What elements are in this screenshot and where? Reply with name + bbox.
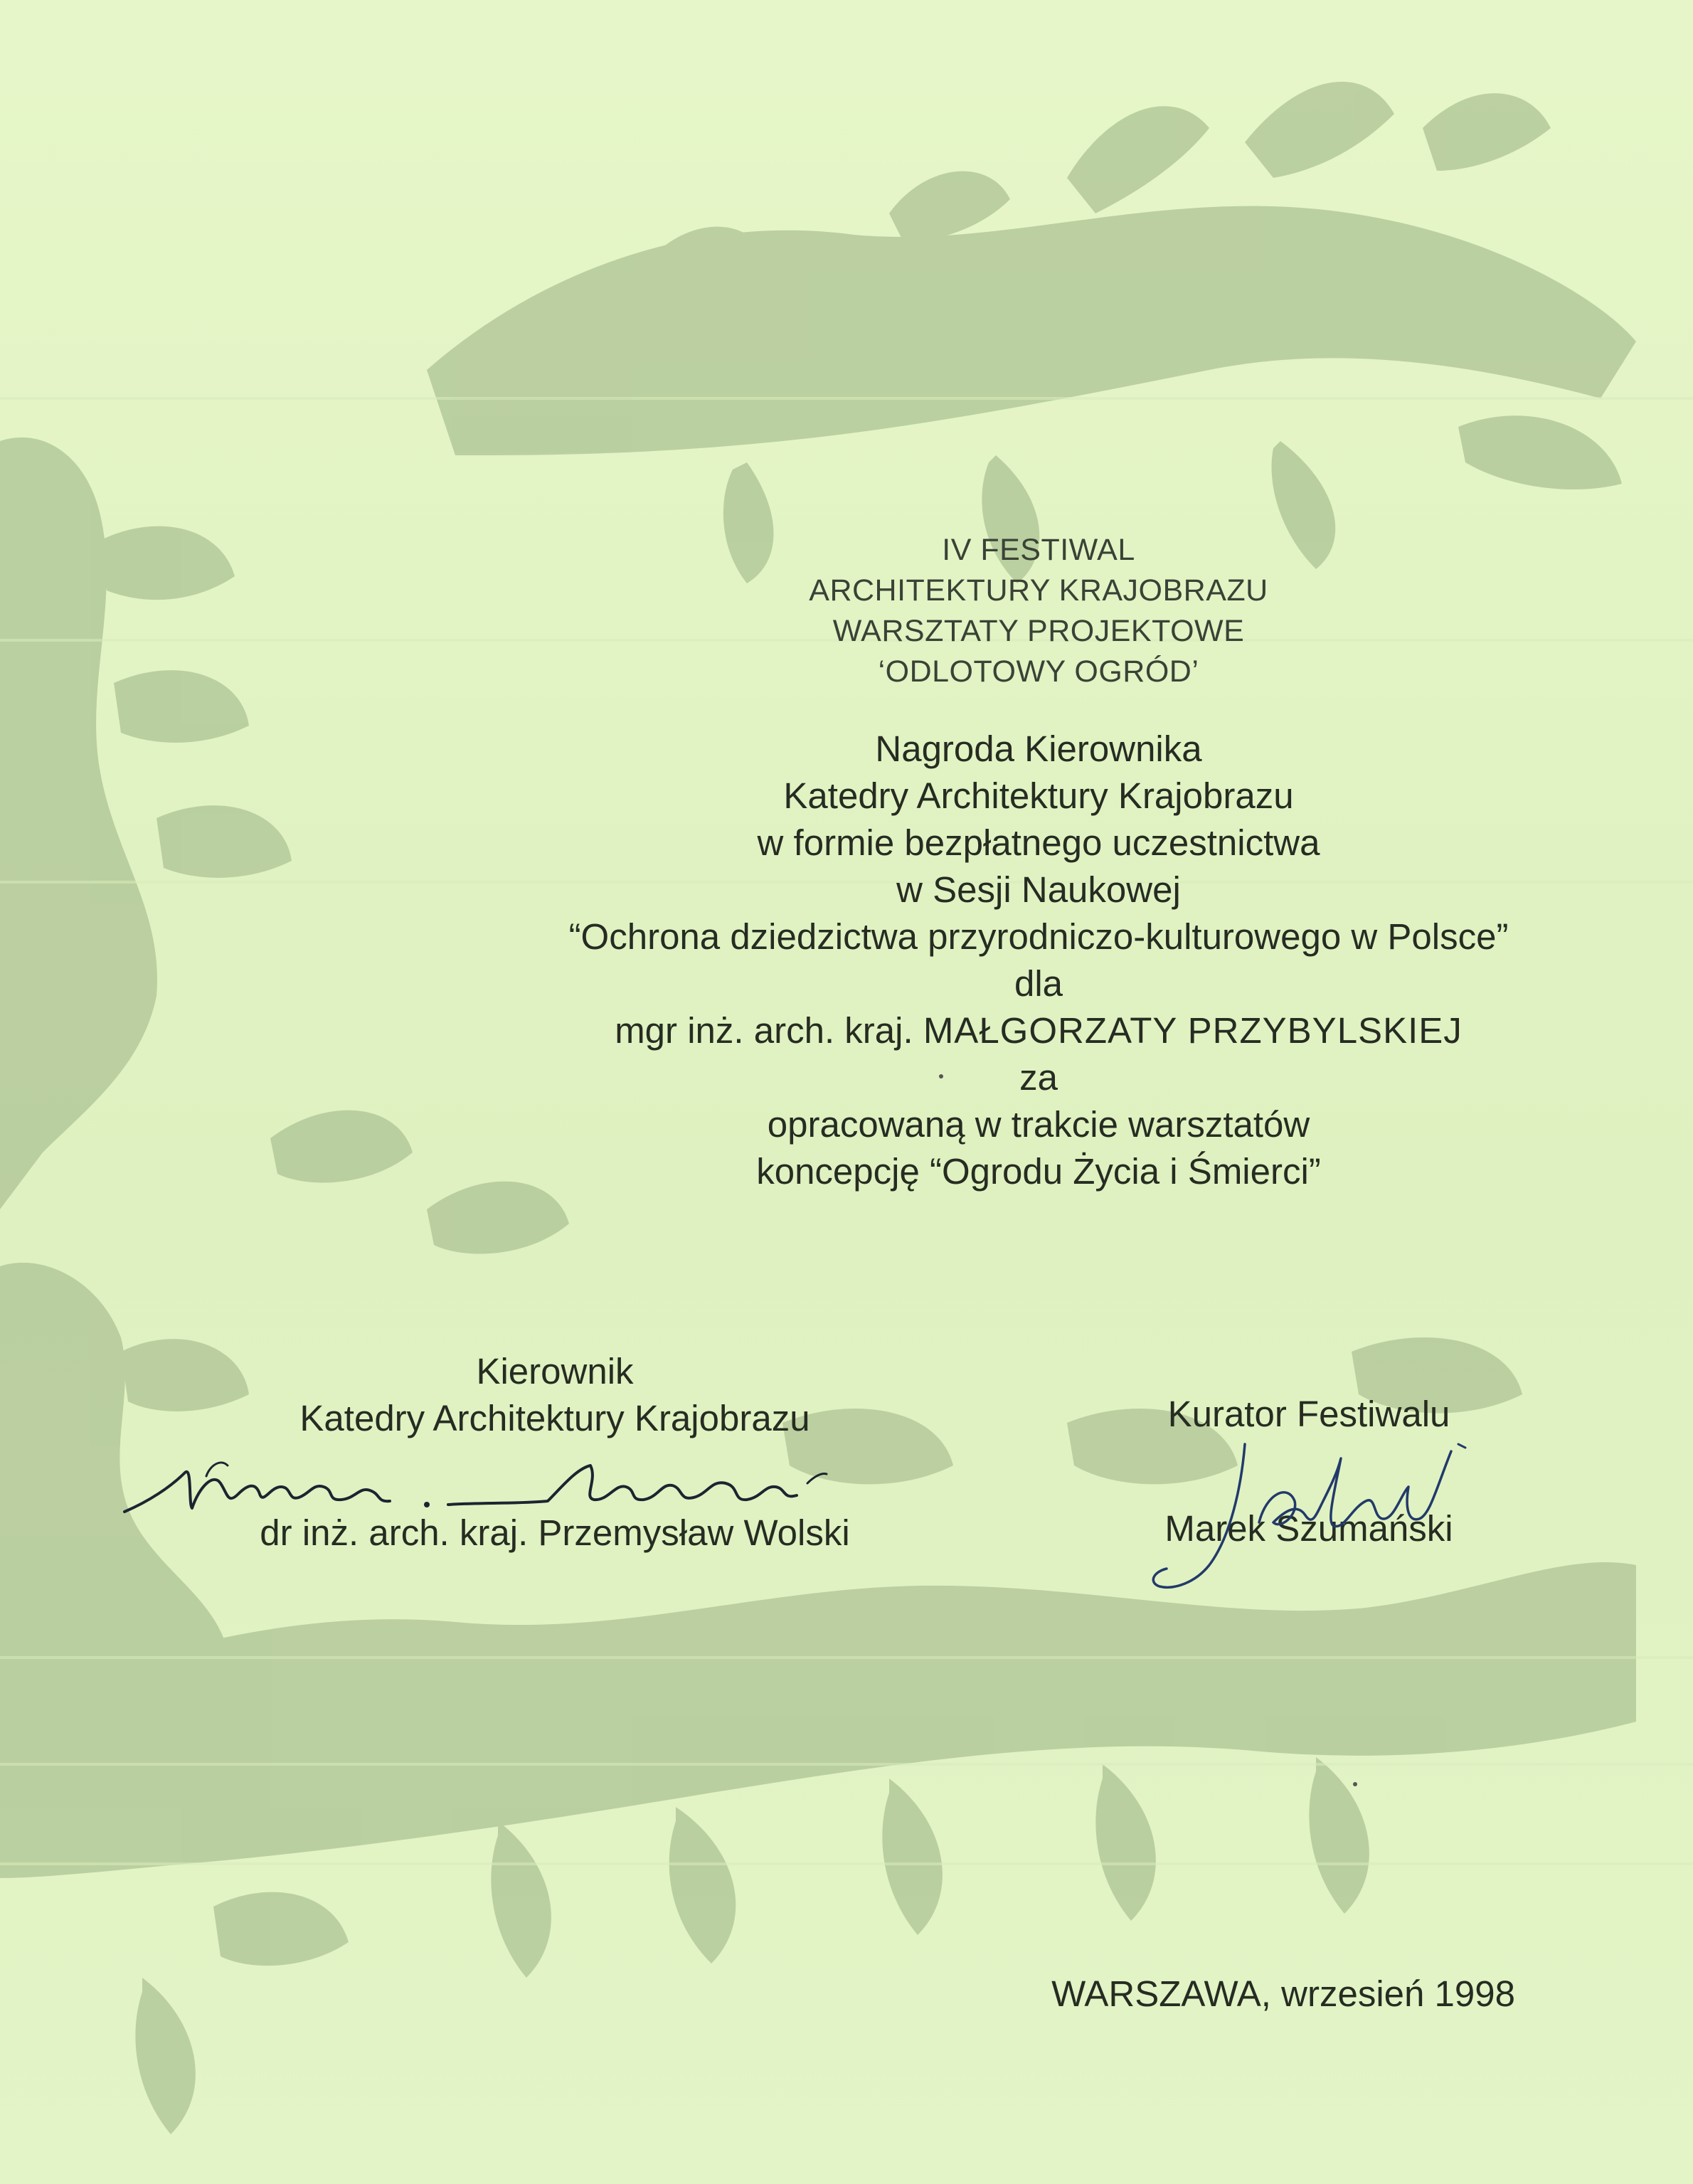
award-line-8: za	[1019, 1057, 1058, 1098]
signatory-right-name: Marek Szumański	[1164, 1508, 1453, 1549]
festival-header	[441, 530, 1636, 692]
recipient-prefix: mgr inż. arch. kraj.	[615, 1010, 913, 1051]
award-line-10: koncepcję “Ogrodu Życia i Śmierci”	[756, 1151, 1321, 1192]
signatory-left-name: dr inż. arch. kraj. Przemysław Wolski	[260, 1512, 850, 1553]
place-and-date: WARSZAWA, wrzesień 1998	[1051, 1973, 1515, 2014]
award-line-5: “Ochrona dziedzictwa przyrodniczo-kulturowego w Polsce”	[568, 916, 1509, 957]
award-line-2: Katedry Architektury Krajobrazu	[783, 775, 1294, 816]
recipient-line	[441, 1007, 1636, 1054]
recipient-name: MAŁGORZATY PRZYBYLSKIEJ	[923, 1010, 1463, 1051]
header-line-2: ARCHITEKTURY KRAJOBRAZU	[809, 573, 1268, 608]
scan-speck	[1353, 1782, 1357, 1786]
signatory-left-title-1: Kierownik	[476, 1351, 634, 1391]
signature-left	[121, 1444, 839, 1544]
award-line-6: dla	[1014, 963, 1063, 1004]
scan-speck	[939, 1074, 943, 1078]
header-line-3: WARSZTATY PROJEKTOWE	[832, 614, 1245, 648]
signature-right	[1138, 1430, 1480, 1601]
award-line-9: opracowaną w trakcie warsztatów	[767, 1104, 1310, 1145]
header-line-4: ‘ODLOTOWY OGRÓD’	[878, 654, 1199, 689]
award-line-1: Nagroda Kierownika	[875, 728, 1202, 769]
signatory-left-title-2: Katedry Architektury Krajobrazu	[299, 1398, 810, 1438]
award-line-3: w formie bezpłatnego uczestnictwa	[757, 822, 1320, 863]
signatory-right-title: Kurator Festiwalu	[1167, 1394, 1450, 1434]
award-line-4: w Sesji Naukowej	[896, 869, 1181, 910]
header-line-1: IV FESTIWAL	[942, 533, 1135, 567]
award-text	[441, 726, 1636, 1195]
